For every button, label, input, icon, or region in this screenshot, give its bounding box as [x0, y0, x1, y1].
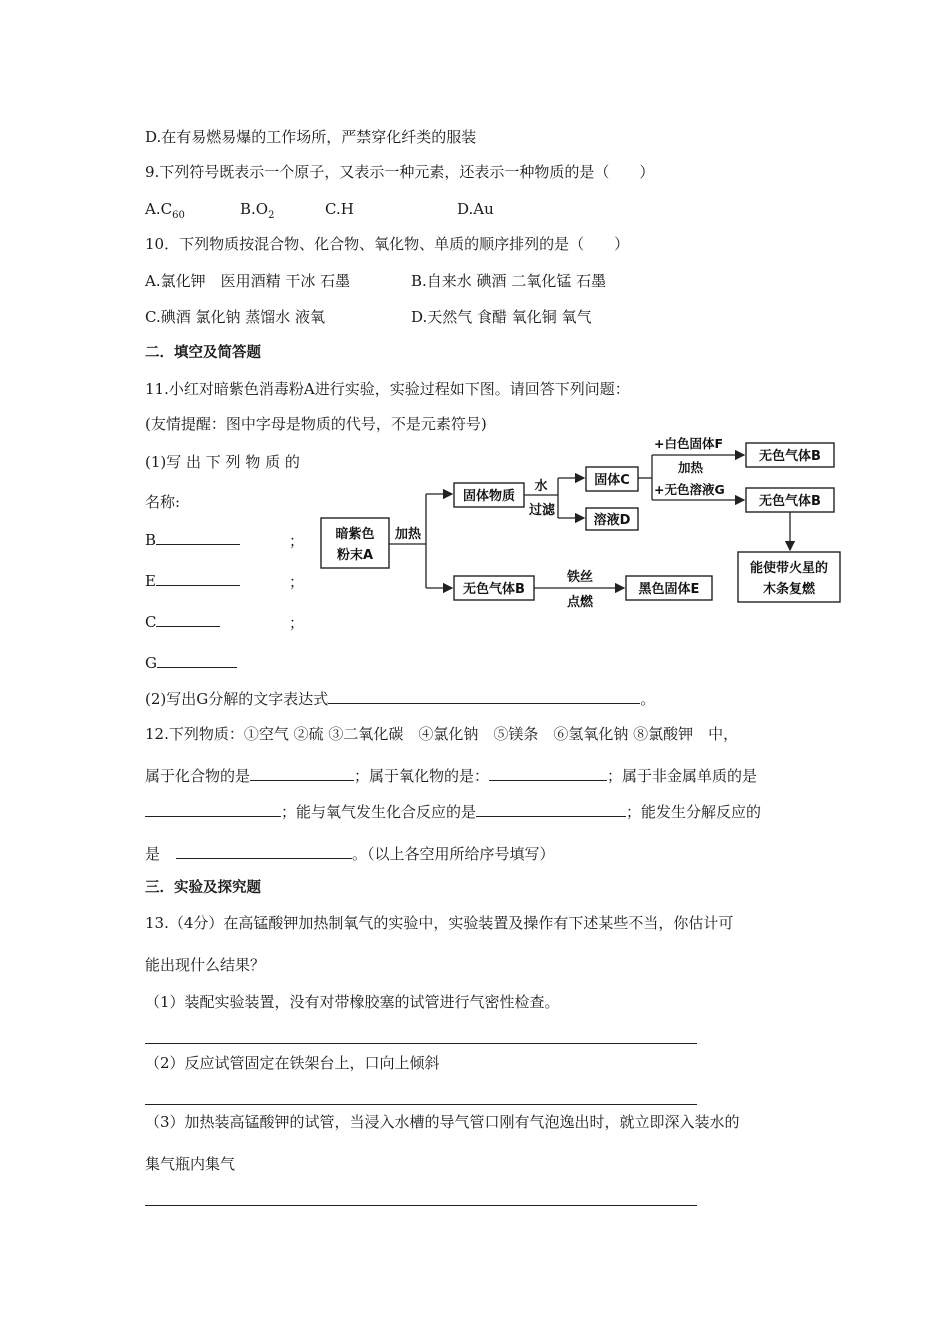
box-a-label-1: 暗紫色	[335, 527, 375, 542]
blank-line[interactable]	[476, 801, 626, 817]
answer-blank-c: C	[145, 611, 220, 632]
q13-part-2: （2）反应试管固定在铁架台上，口向上倾斜	[145, 1054, 440, 1072]
box-a-label-2: 粉末A	[336, 548, 374, 563]
separator: ；	[289, 532, 305, 550]
question-13-cont: 能出现什么结果？	[145, 956, 266, 974]
q10-option-a: A.氯化钾 医用酒精 干冰 石墨	[145, 272, 351, 290]
q12-line-2: 属于化合物的是 ；属于氧化物的是： ；属于非金属单质的是	[145, 767, 758, 785]
blank-line[interactable]	[176, 843, 352, 859]
q9-option-c: C.H	[325, 200, 354, 218]
blank-line[interactable]	[145, 801, 281, 817]
section-2-heading: 二．填空及简答题	[145, 345, 261, 361]
q10-option-d: D.天然气 食醋 氧化铜 氧气	[411, 308, 592, 326]
blank-line[interactable]	[250, 765, 354, 781]
separator: ；	[289, 614, 305, 632]
blank-line[interactable]	[328, 688, 640, 704]
q9-option-d: D.Au	[457, 200, 494, 218]
gas-b-label-3: 无色气体B	[463, 582, 525, 597]
q11-part2: (2)写出G分解的文字表达式 。	[145, 690, 656, 708]
gas-b-label-1: 无色气体B	[759, 449, 821, 464]
q12-line-4: 是 。（以上各空用所给序号填写）	[145, 845, 555, 863]
blank-line[interactable]	[489, 765, 607, 781]
result-label-1: 能使带火星的	[749, 561, 829, 576]
question-11: 11.小红对暗紫色消毒粉A进行实验，实验过程如下图。请回答下列问题：	[145, 380, 630, 398]
q10-option-c: C.碘酒 氯化钠 蒸馏水 液氧	[145, 308, 326, 326]
solid-c-label: 固体C	[594, 473, 630, 488]
blank-line[interactable]	[156, 611, 220, 627]
separator: ；	[289, 573, 305, 591]
answer-blank-b: B	[145, 529, 240, 550]
q10-option-b: B.自来水 碘酒 二氧化锰 石墨	[411, 272, 607, 290]
question-11-tip: (友情提醒：图中字母是物质的代号，不是元素符号)	[145, 415, 487, 433]
answer-rule-2[interactable]	[145, 1104, 697, 1105]
answer-blank-e: E	[145, 570, 240, 591]
question-9: 9.下列符号既表示一个原子，又表示一种元素，还表示一种物质的是（ ）	[145, 163, 655, 181]
black-solid-e-label: 黑色固体E	[638, 582, 700, 597]
section-3-heading: 三．实验及探究题	[145, 880, 261, 896]
blank-line[interactable]	[156, 570, 240, 586]
answer-rule-3[interactable]	[145, 1205, 697, 1206]
solution-d-label: 溶液D	[593, 513, 631, 528]
q11-part1-names-label: 名称:	[145, 493, 181, 511]
q9-option-a: $A.C_{60}$	[145, 200, 185, 221]
q11-part1-prompt: (1)写 出 下 列 物 质 的	[145, 453, 300, 471]
blank-line[interactable]	[156, 529, 240, 545]
label-heat-2: 加热	[678, 460, 704, 475]
label-plus-solution-g: +无色溶液G	[654, 482, 725, 497]
gas-b-label-2: 无色气体B	[759, 494, 821, 509]
q13-part-3: （3）加热装高锰酸钾的试管，当浸入水槽的导气管口刚有气泡逸出时，就立即深入装水的	[145, 1113, 740, 1131]
answer-rule-1[interactable]	[145, 1043, 697, 1044]
reaction-flow-diagram	[318, 436, 848, 612]
question-12: 12.下列物质：①空气 ②硫 ③二氧化碳 ④氯化钠 ⑤镁条 ⑥氢氧化钠 ⑧氯酸钾 中，	[145, 725, 739, 743]
result-label-2: 木条复燃	[762, 582, 816, 597]
label-filter: 过滤	[528, 503, 556, 518]
q12-line-3: ；能与氧气发生化合反应的是 ；能发生分解反应的	[145, 801, 761, 822]
q13-part-3-cont: 集气瓶内集气	[145, 1155, 236, 1173]
label-heat: 加热	[394, 527, 422, 542]
q13-part-1: （1）装配实验装置，没有对带橡胶塞的试管进行气密性检查。	[145, 993, 560, 1011]
label-plus-white-solid-f: +白色固体F	[654, 436, 724, 451]
question-10: 10．下列物质按混合物、化合物、氧化物、单质的顺序排列的是（ ）	[145, 235, 630, 253]
blank-line[interactable]	[157, 652, 237, 668]
label-iron-wire: 铁丝	[566, 570, 594, 585]
question-9-options	[145, 199, 494, 226]
answer-blank-g: G	[145, 652, 237, 673]
label-water: 水	[534, 479, 548, 494]
question-13: 13.（4分）在高锰酸钾加热制氧气的实验中，实验装置及操作有下述某些不当，你估计可	[145, 914, 734, 932]
label-ignite: 点燃	[566, 595, 594, 610]
solid-label: 固体物质	[462, 489, 516, 504]
q9-option-b: $B.O_2$	[240, 200, 275, 221]
option-d-line: D.在有易燃易爆的工作场所，严禁穿化纤类的服装	[145, 128, 477, 146]
